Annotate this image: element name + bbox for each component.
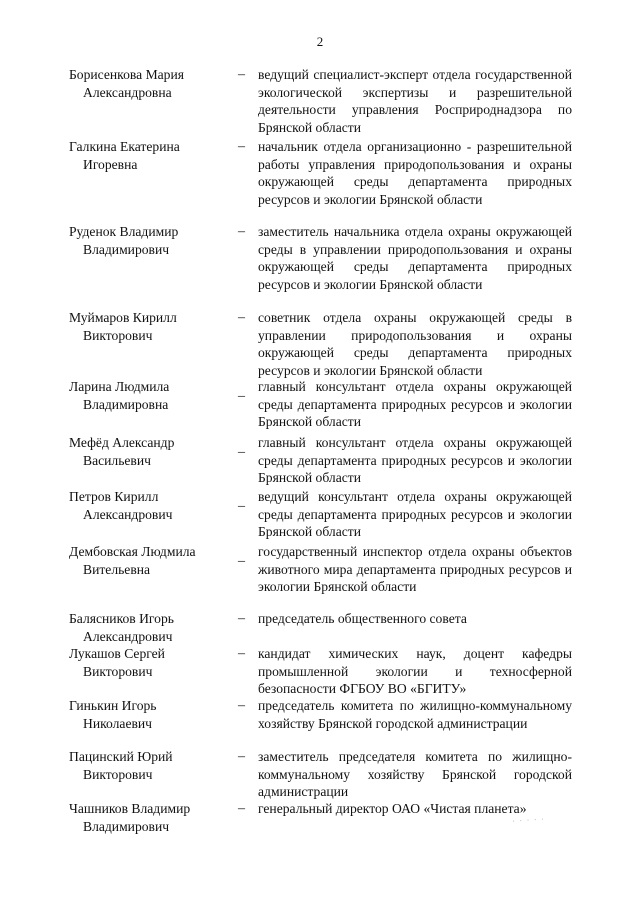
member-role: начальник отдела организационно - разрешительной работы управления природопользования и охраны окружающей среды департамента природных ресурсов и экологии Брянской области: [258, 139, 572, 207]
member-surname-first: Дембовская Людмила: [69, 544, 196, 559]
member-patronymic: Викторович: [83, 766, 153, 782]
member-name: [69, 378, 234, 413]
separator-dash: –: [238, 646, 245, 661]
member-role: заместитель начальника отдела охраны окружающей среды в управлении природопользования и охраны окружающей среды департамента природных ресурсов и экологии Брянской области: [258, 224, 572, 292]
member-patronymic: Вительевна: [83, 561, 151, 577]
separator-dash: –: [238, 611, 245, 626]
separator-dash: _: [238, 384, 245, 399]
member-patronymic: Владимирович: [83, 241, 170, 257]
separator-dash: _: [238, 440, 245, 455]
page-number: 2: [316, 34, 324, 49]
member-surname-first: Чашников Владимир: [69, 801, 191, 816]
member-patronymic: Александровна: [83, 84, 172, 100]
member-name: [69, 748, 234, 783]
member-patronymic: Александрович: [83, 628, 173, 644]
member-patronymic: Александрович: [83, 506, 173, 522]
member-name: [69, 434, 234, 469]
member-surname-first: Руденок Владимир: [69, 224, 179, 239]
separator-dash: –: [238, 224, 245, 239]
member-role: председатель общественного совета: [258, 611, 467, 626]
member-patronymic: Викторович: [83, 663, 153, 679]
member-patronymic: Владимировна: [83, 396, 169, 412]
member-patronymic: Игоревна: [83, 156, 138, 172]
separator-dash: –: [238, 749, 245, 764]
member-name: [69, 138, 234, 173]
member-surname-first: Муймаров Кирилл: [69, 310, 177, 325]
member-role: ведущий специалист-эксперт отдела государственной экологической экспертизы и разрешительной деятельности управления Росприроднадзора по Брянской области: [258, 67, 572, 135]
member-surname-first: Балясников Игорь: [69, 611, 174, 626]
member-name: [69, 645, 234, 680]
member-name: [69, 610, 234, 645]
member-surname-first: Галкина Екатерина: [69, 139, 180, 154]
member-name: [69, 800, 234, 835]
separator-dash: –: [238, 801, 245, 816]
member-surname-first: Мефёд Александр: [69, 435, 175, 450]
member-name: [69, 66, 234, 101]
separator-dash: –: [238, 139, 245, 154]
member-patronymic: Николаевич: [83, 715, 153, 731]
member-surname-first: Борисенкова Мария: [69, 67, 185, 82]
member-role: главный консультант отдела охраны окружающей среды департамента природных ресурсов и экологии Брянской области: [258, 435, 572, 485]
member-role: государственный инспектор отдела охраны объектов животного мира департамента природных ресурсов и экологии Брянской области: [258, 544, 572, 594]
member-role: главный консультант отдела охраны окружающей среды департамента природных ресурсов и экологии Брянской области: [258, 379, 572, 429]
member-name: [69, 309, 234, 344]
member-surname-first: Петров Кирилл: [69, 489, 159, 504]
member-patronymic: Владимирович: [83, 818, 170, 834]
member-role: генеральный директор ОАО «Чистая планета»: [258, 801, 527, 816]
member-surname-first: Ларина Людмила: [69, 379, 170, 394]
member-role: ведущий консультант отдела охраны окружающей среды департамента природных ресурсов и экологии Брянской области: [258, 489, 572, 539]
member-name: [69, 697, 234, 732]
member-name: [69, 223, 234, 258]
separator-dash: –: [238, 67, 245, 82]
separator-dash: –: [238, 310, 245, 325]
member-surname-first: Гинькин Игорь: [69, 698, 157, 713]
member-name: [69, 488, 234, 523]
member-patronymic: Викторович: [83, 327, 153, 343]
separator-dash: –: [238, 698, 245, 713]
faint-stamp-mark: · · · · ·: [511, 813, 546, 827]
member-role: кандидат химических наук, доцент кафедры промышленной экологии и техносферной безопасности ФГБОУ ВО «БГИТУ»: [258, 646, 572, 696]
member-patronymic: Васильевич: [83, 452, 151, 468]
member-role: заместитель председателя комитета по жилищно-коммунальному хозяйству Брянской городской администрации: [258, 749, 572, 799]
separator-dash: _: [238, 549, 245, 564]
member-surname-first: Лукашов Сергей: [69, 646, 165, 661]
separator-dash: _: [238, 494, 245, 509]
member-name: [69, 543, 234, 578]
member-role: советник отдела охраны окружающей среды в управлении природопользования и охраны окружающей среды департамента природных ресурсов и экологии Брянской области: [258, 310, 572, 378]
member-role: председатель комитета по жилищно-коммунальному хозяйству Брянской городской администрации: [258, 698, 572, 731]
member-surname-first: Пацинский Юрий: [69, 749, 173, 764]
